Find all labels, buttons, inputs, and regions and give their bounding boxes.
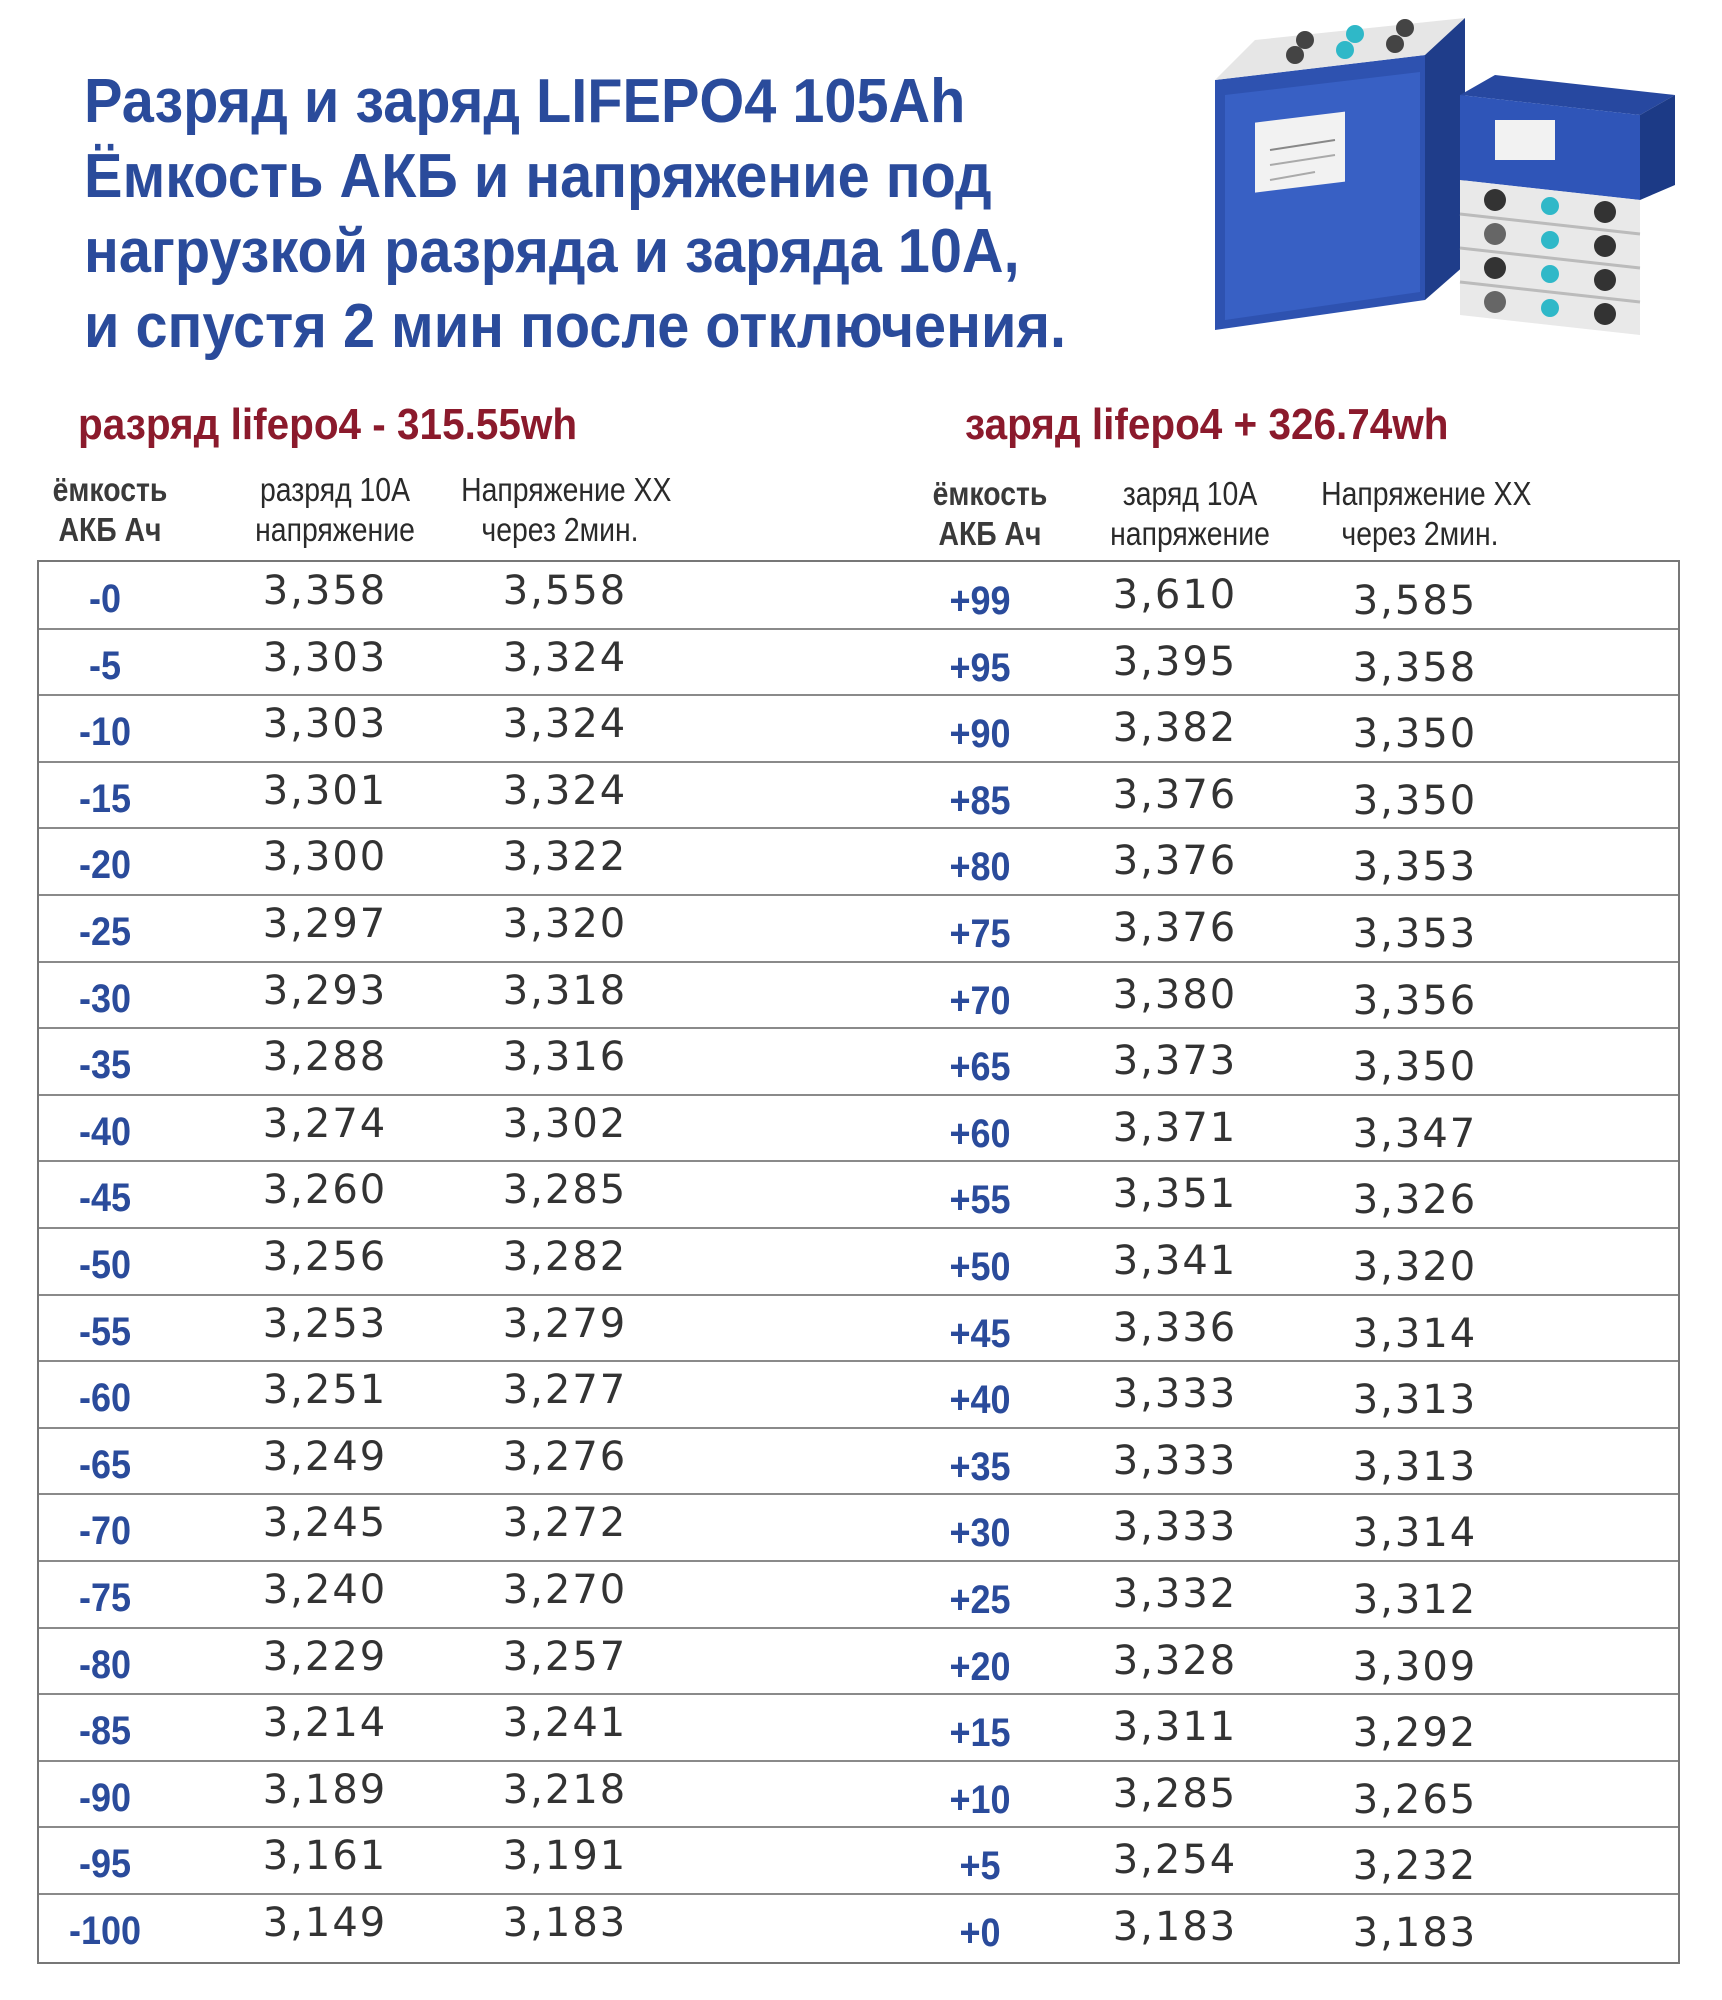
- discharge-load-voltage-cell: 3,358: [262, 568, 388, 614]
- discharge-capacity-cell: -100: [68, 1909, 142, 1953]
- charge-capacity-cell: +60: [949, 1111, 1011, 1156]
- charge-load-voltage-cell: 3,371: [1112, 1104, 1238, 1151]
- row-divider: [39, 961, 1678, 963]
- header-line: напряжение: [1110, 515, 1270, 552]
- charge-ocv-cell: 3,265: [1352, 1776, 1478, 1823]
- charge-capacity-cell: +35: [949, 1444, 1011, 1489]
- title-line-3: нагрузкой разряда и заряда 10А,: [84, 217, 1020, 286]
- discharge-capacity-cell: -50: [78, 1243, 132, 1287]
- charge-load-voltage-cell: 3,333: [1112, 1371, 1238, 1418]
- header-line: АКБ Ач: [938, 515, 1042, 552]
- charge-load-voltage-cell: 3,336: [1112, 1304, 1238, 1351]
- row-divider: [39, 628, 1678, 630]
- discharge-capacity-cell: -30: [78, 976, 132, 1021]
- discharge-capacity-cell: -95: [78, 1842, 132, 1887]
- header-line: заряд 10А: [1122, 475, 1258, 512]
- discharge-load-voltage-cell: 3,149: [262, 1900, 388, 1946]
- discharge-ocv-cell: 3,277: [502, 1367, 628, 1414]
- discharge-load-header: [245, 470, 426, 550]
- charge-ocv-cell: 3,313: [1352, 1377, 1478, 1424]
- row-divider: [39, 827, 1678, 829]
- charge-capacity-cell: +5: [959, 1844, 1001, 1889]
- discharge-load-voltage-cell: 3,229: [262, 1633, 388, 1680]
- charge-capacity-cell: +75: [949, 912, 1011, 956]
- discharge-ocv-cell: 3,183: [502, 1900, 628, 1946]
- charge-ocv-cell: 3,312: [1352, 1577, 1478, 1623]
- charge-ocv-cell: 3,326: [1352, 1177, 1478, 1224]
- title-line-1: Разряд и заряд LIFEPO4 105Ah: [84, 67, 966, 136]
- discharge-capacity-cell: -0: [88, 577, 122, 621]
- discharge-load-voltage-cell: 3,297: [262, 901, 388, 947]
- charge-load-voltage-cell: 3,333: [1112, 1504, 1238, 1551]
- discharge-ocv-cell: 3,324: [502, 701, 628, 748]
- charge-capacity-cell: +10: [949, 1777, 1011, 1822]
- charge-ocv-cell: 3,232: [1352, 1843, 1478, 1890]
- charge-ocv-cell: 3,320: [1352, 1244, 1478, 1290]
- discharge-ocv-cell: 3,302: [502, 1100, 628, 1147]
- charge-capacity-cell: +85: [949, 778, 1011, 823]
- header-line: ёмкость: [52, 471, 168, 508]
- discharge-ocv-cell: 3,270: [502, 1567, 628, 1613]
- discharge-load-voltage-cell: 3,288: [262, 1034, 388, 1081]
- charge-load-voltage-cell: 3,376: [1112, 905, 1238, 951]
- discharge-load-voltage-cell: 3,260: [262, 1167, 388, 1214]
- discharge-ocv-cell: 3,241: [502, 1700, 628, 1747]
- discharge-capacity-cell: -25: [78, 910, 132, 954]
- discharge-load-voltage-cell: 3,274: [262, 1100, 388, 1147]
- charge-load-header: [1104, 474, 1276, 554]
- charge-ocv-cell: 3,350: [1352, 711, 1478, 758]
- discharge-load-voltage-cell: 3,161: [262, 1833, 388, 1880]
- row-divider: [39, 1760, 1678, 1762]
- charge-load-voltage-cell: 3,376: [1112, 771, 1238, 818]
- charge-capacity-cell: +90: [949, 712, 1011, 757]
- charge-load-voltage-cell: 3,311: [1112, 1704, 1238, 1751]
- header-line: Напряжение XX: [1321, 475, 1532, 512]
- charge-ocv-header: [1321, 474, 1532, 554]
- row-divider: [39, 1027, 1678, 1029]
- row-divider: [39, 694, 1678, 696]
- charge-ocv-cell: 3,314: [1352, 1510, 1478, 1557]
- header-line: АКБ Ач: [58, 511, 162, 548]
- header-line: через 2мин.: [1341, 515, 1499, 552]
- charge-load-voltage-cell: 3,183: [1112, 1904, 1238, 1950]
- row-divider: [39, 1094, 1678, 1096]
- row-divider: [39, 1227, 1678, 1229]
- charge-capacity-cell: +95: [949, 645, 1011, 690]
- charge-load-voltage-cell: 3,395: [1112, 638, 1238, 685]
- charge-capacity-cell: +70: [949, 978, 1011, 1023]
- charge-capacity-cell: +80: [949, 845, 1011, 890]
- discharge-load-voltage-cell: 3,301: [262, 767, 388, 814]
- row-divider: [39, 761, 1678, 763]
- charge-capacity-cell: +65: [949, 1045, 1011, 1090]
- charge-load-voltage-cell: 3,333: [1112, 1437, 1238, 1484]
- row-divider: [39, 1560, 1678, 1562]
- header-line: разряд 10А: [259, 471, 411, 508]
- discharge-heading: разряд lifepo4 - 315.55wh: [78, 400, 578, 449]
- discharge-ocv-cell: 3,324: [502, 634, 628, 681]
- row-divider: [39, 1427, 1678, 1429]
- header-line: напряжение: [255, 511, 415, 548]
- discharge-ocv-cell: 3,558: [502, 568, 628, 614]
- charge-load-voltage-cell: 3,376: [1112, 838, 1238, 885]
- discharge-capacity-cell: -35: [78, 1043, 132, 1088]
- discharge-ocv-cell: 3,324: [502, 767, 628, 814]
- charge-capacity-cell: +20: [949, 1644, 1011, 1689]
- discharge-capacity-cell: -60: [78, 1376, 132, 1421]
- discharge-ocv-cell: 3,276: [502, 1433, 628, 1480]
- discharge-ocv-header: [461, 470, 672, 550]
- charge-load-voltage-cell: 3,351: [1112, 1171, 1238, 1218]
- charge-ocv-cell: 3,309: [1352, 1643, 1478, 1690]
- discharge-capacity-header: [33, 470, 188, 550]
- discharge-load-voltage-cell: 3,249: [262, 1433, 388, 1480]
- discharge-load-voltage-cell: 3,245: [262, 1500, 388, 1547]
- discharge-ocv-cell: 3,272: [502, 1500, 628, 1547]
- charge-capacity-cell: +55: [949, 1178, 1011, 1223]
- battery-stack-left: [1215, 18, 1465, 330]
- charge-ocv-cell: 3,585: [1352, 578, 1478, 624]
- discharge-load-voltage-cell: 3,253: [262, 1300, 388, 1347]
- row-divider: [39, 1160, 1678, 1162]
- row-divider: [39, 894, 1678, 896]
- discharge-load-voltage-cell: 3,240: [262, 1567, 388, 1613]
- discharge-load-voltage-cell: 3,300: [262, 834, 388, 881]
- charge-ocv-cell: 3,314: [1352, 1310, 1478, 1357]
- row-divider: [39, 1826, 1678, 1828]
- charge-capacity-cell: +50: [949, 1245, 1011, 1289]
- discharge-load-voltage-cell: 3,189: [262, 1766, 388, 1813]
- discharge-capacity-cell: -10: [78, 710, 132, 755]
- discharge-ocv-cell: 3,320: [502, 901, 628, 947]
- discharge-capacity-cell: -70: [78, 1509, 132, 1554]
- discharge-capacity-cell: -15: [78, 776, 132, 821]
- discharge-capacity-cell: -80: [78, 1642, 132, 1687]
- row-divider: [39, 1360, 1678, 1362]
- discharge-capacity-cell: -75: [78, 1576, 132, 1620]
- row-divider: [39, 1493, 1678, 1495]
- charge-capacity-cell: +45: [949, 1311, 1011, 1356]
- charge-capacity-header: [913, 474, 1068, 554]
- charge-ocv-cell: 3,358: [1352, 644, 1478, 691]
- charge-load-voltage-cell: 3,610: [1112, 572, 1238, 618]
- charge-capacity-cell: +25: [949, 1578, 1011, 1622]
- battery-cells-photo: [1195, 0, 1695, 370]
- discharge-capacity-cell: -55: [78, 1309, 132, 1354]
- charge-heading: заряд lifepo4 + 326.74wh: [965, 400, 1449, 449]
- charge-ocv-cell: 3,353: [1352, 844, 1478, 891]
- discharge-load-voltage-cell: 3,214: [262, 1700, 388, 1747]
- row-divider: [39, 1893, 1678, 1895]
- charge-ocv-cell: 3,353: [1352, 911, 1478, 957]
- charge-ocv-cell: 3,313: [1352, 1443, 1478, 1490]
- charge-ocv-cell: 3,356: [1352, 977, 1478, 1024]
- row-divider: [39, 1627, 1678, 1629]
- discharge-capacity-cell: -85: [78, 1709, 132, 1754]
- charge-load-voltage-cell: 3,373: [1112, 1038, 1238, 1085]
- discharge-ocv-cell: 3,322: [502, 834, 628, 881]
- discharge-ocv-cell: 3,316: [502, 1034, 628, 1081]
- discharge-capacity-cell: -40: [78, 1109, 132, 1154]
- discharge-load-voltage-cell: 3,303: [262, 701, 388, 748]
- discharge-ocv-cell: 3,318: [502, 967, 628, 1014]
- charge-capacity-cell: +99: [949, 579, 1011, 623]
- discharge-load-voltage-cell: 3,256: [262, 1234, 388, 1280]
- title-line-4: и спустя 2 мин после отключения.: [84, 292, 1067, 361]
- discharge-load-voltage-cell: 3,293: [262, 967, 388, 1014]
- charge-load-voltage-cell: 3,328: [1112, 1637, 1238, 1684]
- discharge-ocv-cell: 3,257: [502, 1633, 628, 1680]
- discharge-ocv-cell: 3,191: [502, 1833, 628, 1880]
- charge-ocv-cell: 3,183: [1352, 1910, 1478, 1956]
- page-title: [84, 64, 1088, 364]
- header-line: Напряжение XX: [461, 471, 672, 508]
- header-line: ёмкость: [932, 475, 1048, 512]
- charge-load-voltage-cell: 3,382: [1112, 705, 1238, 752]
- charge-capacity-cell: +30: [949, 1511, 1011, 1556]
- battery-stack-right: [1460, 75, 1675, 335]
- row-divider: [39, 1693, 1678, 1695]
- discharge-load-voltage-cell: 3,303: [262, 634, 388, 681]
- discharge-capacity-cell: -90: [78, 1775, 132, 1820]
- discharge-ocv-cell: 3,218: [502, 1766, 628, 1813]
- discharge-capacity-cell: -65: [78, 1442, 132, 1487]
- discharge-ocv-cell: 3,282: [502, 1234, 628, 1280]
- charge-load-voltage-cell: 3,380: [1112, 971, 1238, 1018]
- header-line: через 2мин.: [481, 511, 639, 548]
- charge-load-voltage-cell: 3,332: [1112, 1571, 1238, 1617]
- row-divider: [39, 1294, 1678, 1296]
- title-line-2: Ёмкость АКБ и напряжение под: [84, 142, 992, 211]
- discharge-ocv-cell: 3,279: [502, 1300, 628, 1347]
- charge-ocv-cell: 3,292: [1352, 1710, 1478, 1757]
- discharge-capacity-cell: -45: [78, 1176, 132, 1221]
- discharge-capacity-cell: -5: [88, 643, 122, 688]
- charge-load-voltage-cell: 3,341: [1112, 1238, 1238, 1284]
- charge-load-voltage-cell: 3,285: [1112, 1770, 1238, 1817]
- charge-ocv-cell: 3,350: [1352, 1044, 1478, 1091]
- discharge-ocv-cell: 3,285: [502, 1167, 628, 1214]
- charge-ocv-cell: 3,347: [1352, 1110, 1478, 1157]
- discharge-capacity-cell: -20: [78, 843, 132, 888]
- charge-ocv-cell: 3,350: [1352, 777, 1478, 824]
- charge-capacity-cell: +15: [949, 1711, 1011, 1756]
- charge-load-voltage-cell: 3,254: [1112, 1837, 1238, 1884]
- charge-capacity-cell: +40: [949, 1378, 1011, 1423]
- discharge-load-voltage-cell: 3,251: [262, 1367, 388, 1414]
- charge-capacity-cell: +0: [959, 1911, 1001, 1955]
